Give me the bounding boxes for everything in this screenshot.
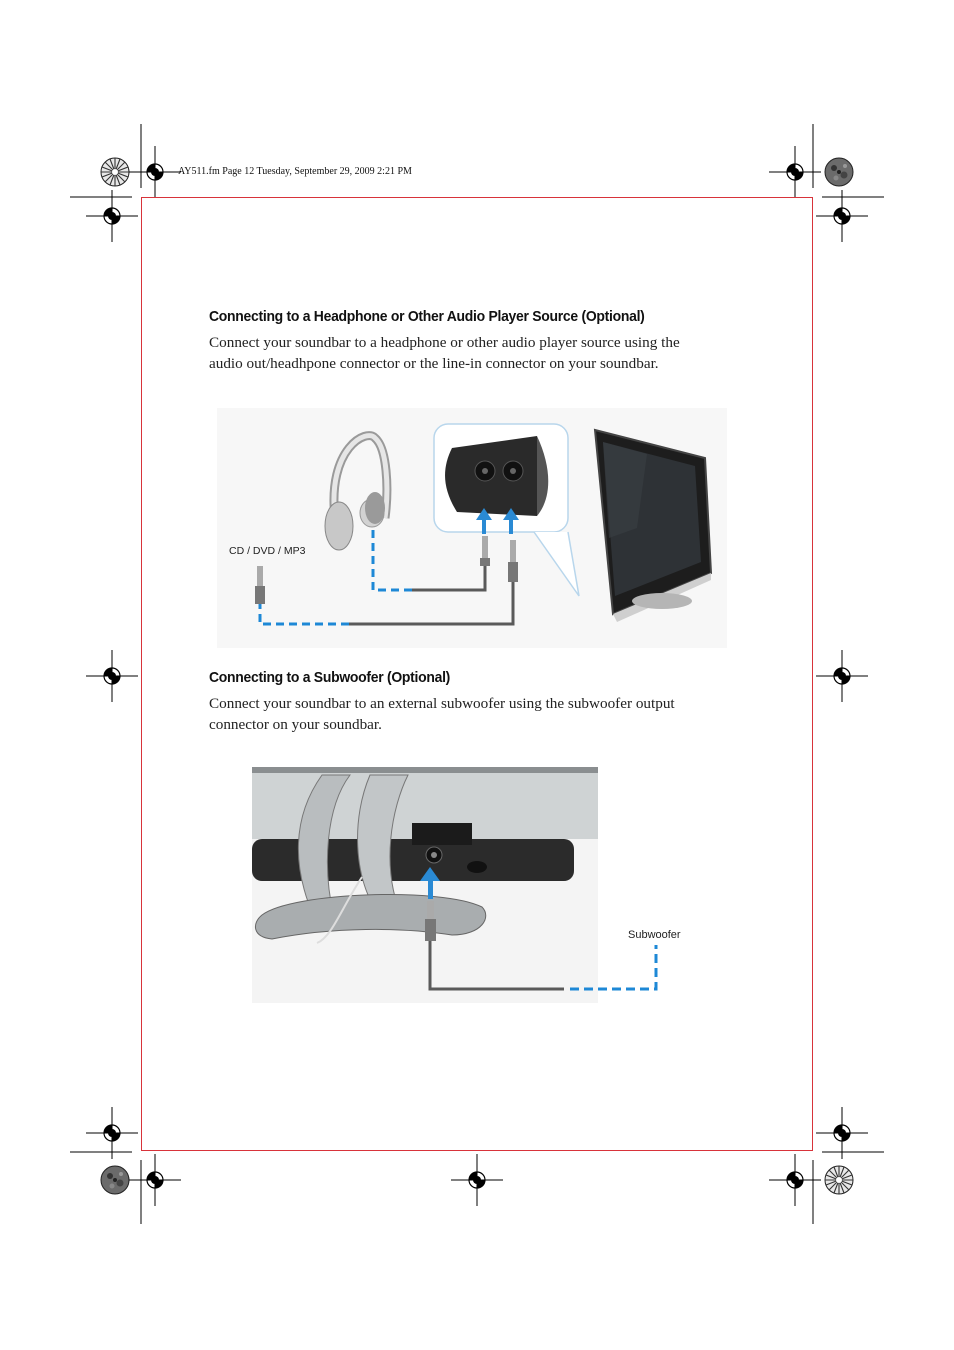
registration-target-icon	[129, 1154, 181, 1206]
section-body-headphone	[209, 333, 769, 374]
body-line: Connect your soundbar to a headphone or other audio player source using the	[209, 334, 680, 351]
section-body-subwoofer	[209, 694, 769, 735]
registration-target-icon	[451, 1154, 503, 1206]
headphone-connection-figure	[217, 408, 727, 648]
file-stamp: AY511.fm Page 12 Tuesday, September 29, 2009 2:21 PM	[178, 166, 412, 177]
subwoofer-label: Subwoofer	[628, 929, 681, 941]
section-heading-subwoofer: Connecting to a Subwoofer (Optional)	[209, 669, 451, 686]
section-heading-headphone: Connecting to a Headphone or Other Audio Player Source (Optional)	[209, 308, 645, 325]
color-wheel-icon	[825, 158, 853, 186]
registration-target-icon	[86, 1107, 138, 1159]
registration-target-icon	[86, 650, 138, 702]
body-line: Connect your soundbar to an external subwoofer using the subwoofer output	[209, 695, 675, 712]
color-wheel-icon	[101, 158, 129, 186]
registration-target-icon	[86, 190, 138, 242]
source-label: CD / DVD / MP3	[229, 545, 306, 557]
color-wheel-icon	[101, 1166, 129, 1194]
registration-target-icon	[816, 190, 868, 242]
registration-target-icon	[129, 146, 181, 198]
registration-target-icon	[816, 1107, 868, 1159]
registration-target-icon	[816, 650, 868, 702]
body-line: audio out/headhpone connector or the line-in connector on your soundbar.	[209, 354, 659, 372]
body-line: connector on your soundbar.	[209, 715, 382, 733]
color-wheel-icon	[825, 1166, 853, 1194]
subwoofer-connection-figure	[252, 767, 714, 1003]
